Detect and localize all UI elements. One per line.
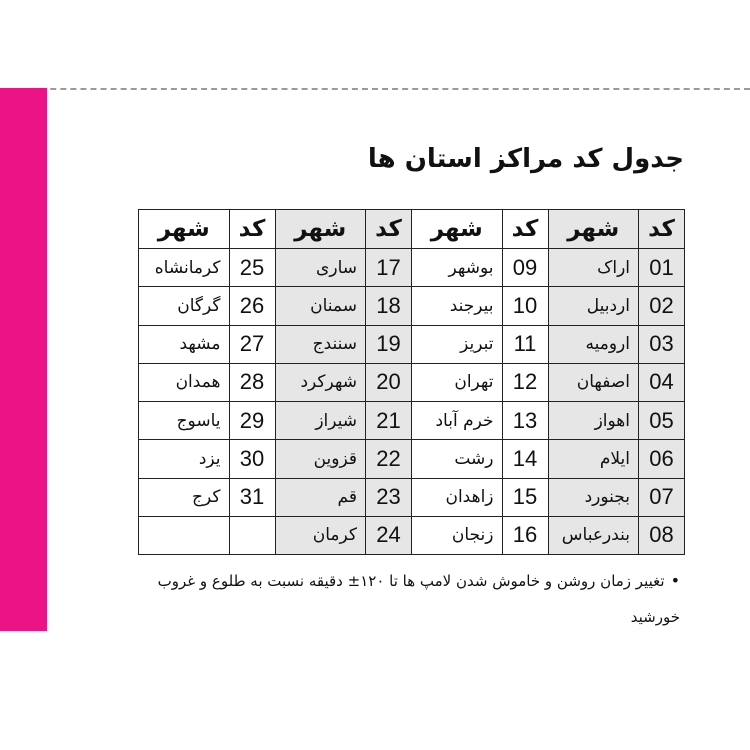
cell-city: قزوین [275,440,366,478]
accent-bar [0,88,47,631]
cell-code: 14 [502,440,548,478]
header-code: کد [639,210,685,249]
cell-city: خرم آباد [412,402,503,440]
cell-city: شهرکرد [275,363,366,401]
table-row [139,325,685,363]
table-row [139,440,685,478]
cell-city: زنجان [412,516,503,554]
cell-city: شیراز [275,402,366,440]
cell-code [229,516,275,554]
table-row [139,363,685,401]
cell-city: سنندج [275,325,366,363]
cell-code: 25 [229,249,275,287]
dashed-divider [0,88,750,90]
cell-code: 06 [639,440,685,478]
cell-city: کرمانشاه [139,249,230,287]
cell-code: 04 [639,363,685,401]
header-code: کد [502,210,548,249]
cell-city: زاهدان [412,478,503,516]
table-row [139,516,685,554]
bullet-icon: • [670,571,680,590]
header-city: شهر [548,210,639,249]
cell-city: مشهد [139,325,230,363]
cell-code: 27 [229,325,275,363]
cell-code: 09 [502,249,548,287]
cell-code: 10 [502,287,548,325]
cell-code: 18 [366,287,412,325]
cell-code: 11 [502,325,548,363]
cell-code: 03 [639,325,685,363]
cell-code: 31 [229,478,275,516]
header-city: شهر [139,210,230,249]
cell-code: 28 [229,363,275,401]
table-row [139,249,685,287]
cell-code: 20 [366,363,412,401]
cell-code: 07 [639,478,685,516]
note [135,563,680,635]
cell-code: 30 [229,440,275,478]
header-city: شهر [412,210,503,249]
cell-code: 01 [639,249,685,287]
cell-code: 26 [229,287,275,325]
cell-code: 29 [229,402,275,440]
cell-code: 15 [502,478,548,516]
header-code: کد [229,210,275,249]
cell-code: 13 [502,402,548,440]
cell-code: 16 [502,516,548,554]
cell-city: ارومیه [548,325,639,363]
cell-code: 23 [366,478,412,516]
page-title: جدول کد مراکز استان ها [367,144,684,174]
table-header-row [139,210,685,249]
cell-city: گرگان [139,287,230,325]
province-code-table [138,209,685,555]
note-text: تغییر زمان روشن و خاموش شدن لامپ ها تا ۱۲۰± دقیقه نسبت به طلوع و غروب خورشید [157,572,680,626]
table-row [139,478,685,516]
cell-city: بجنورد [548,478,639,516]
cell-city: بوشهر [412,249,503,287]
cell-city: اصفهان [548,363,639,401]
cell-city: بندرعباس [548,516,639,554]
cell-city: تهران [412,363,503,401]
table-row [139,287,685,325]
cell-code: 21 [366,402,412,440]
cell-city: تبریز [412,325,503,363]
cell-code: 05 [639,402,685,440]
cell-code: 12 [502,363,548,401]
cell-city: اردبیل [548,287,639,325]
cell-city: قم [275,478,366,516]
cell-city: همدان [139,363,230,401]
cell-code: 08 [639,516,685,554]
cell-code: 22 [366,440,412,478]
header-city: شهر [275,210,366,249]
cell-code: 19 [366,325,412,363]
cell-city: اهواز [548,402,639,440]
cell-city: یزد [139,440,230,478]
cell-code: 24 [366,516,412,554]
cell-city: یاسوج [139,402,230,440]
cell-city: کرج [139,478,230,516]
cell-city: کرمان [275,516,366,554]
cell-city: ساری [275,249,366,287]
cell-city: اراک [548,249,639,287]
cell-city: بیرجند [412,287,503,325]
cell-city: رشت [412,440,503,478]
cell-city: سمنان [275,287,366,325]
header-code: کد [366,210,412,249]
cell-code: 02 [639,287,685,325]
cell-code: 17 [366,249,412,287]
table-row [139,402,685,440]
cell-city [139,516,230,554]
cell-city: ایلام [548,440,639,478]
